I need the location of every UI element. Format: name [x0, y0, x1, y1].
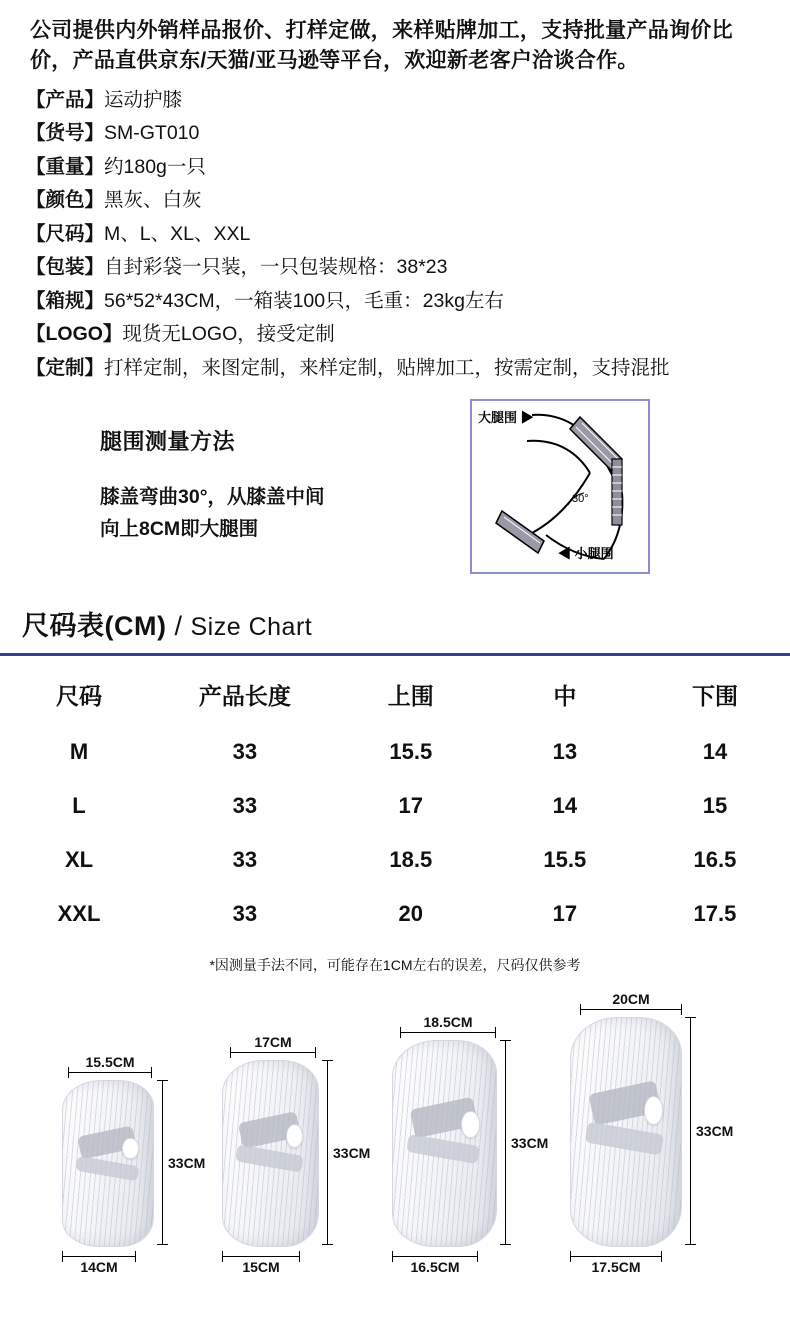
- table-row: [0, 725, 790, 779]
- size-chart-heading-en: Size Chart: [190, 613, 313, 642]
- spec-key: 【定制】: [26, 356, 105, 379]
- kneepad-diagram-xl: [392, 1014, 549, 1276]
- table-row: [0, 833, 790, 887]
- spec-value: 56*52*43CM，一箱装100只，毛重：23kg左右: [104, 289, 504, 312]
- heading-divider: [0, 653, 790, 656]
- spec-row: [26, 184, 770, 218]
- spec-value: 自封彩袋一只装，一只包装规格：38*23: [104, 256, 448, 279]
- measure-text: [100, 425, 430, 544]
- kneepad-texture-xxl: [571, 1018, 681, 1246]
- size-chart-heading: [0, 604, 790, 651]
- spec-key: 【货号】: [26, 122, 105, 145]
- thigh-circumference-label: 大腿围 ▶: [478, 410, 534, 426]
- cell-middle: 14: [552, 793, 578, 819]
- cell-size: XL: [64, 847, 94, 873]
- dim-top-line-xl: [400, 1032, 496, 1033]
- product-dimension-diagrams: [0, 985, 790, 1285]
- kneepad-texture-xl: [393, 1041, 496, 1246]
- spec-key: 【LOGO】: [26, 323, 123, 346]
- column-header-length: 产品长度: [198, 683, 291, 710]
- cell-length: 33: [232, 793, 258, 819]
- dim-side-label-xxl: 33CM: [696, 1123, 734, 1140]
- spec-row: [26, 318, 770, 352]
- dim-top-label-l: 17CM: [254, 1034, 292, 1051]
- kneepad-illustration-l: [222, 1060, 319, 1247]
- spec-row: [26, 84, 770, 118]
- dim-bottom-label-m: 14CM: [80, 1259, 118, 1276]
- angle-label: 30°: [572, 493, 589, 506]
- cell-lower: 16.5: [693, 847, 737, 873]
- cell-lower: 14: [702, 739, 728, 765]
- cell-length: 33: [232, 739, 258, 765]
- kneepad-illustration-m: [62, 1080, 154, 1247]
- cell-length: 33: [232, 847, 258, 873]
- kneepad-diagram-m: [62, 1054, 206, 1276]
- column-header-middle: 中: [553, 683, 577, 710]
- spec-value: 约180g一只: [104, 155, 206, 178]
- leg-measure-illustration: [470, 399, 650, 574]
- cell-middle: 15.5: [543, 847, 587, 873]
- spec-value: 运动护膝: [104, 88, 183, 111]
- dim-bottom-label-xxl: 17.5CM: [591, 1259, 641, 1276]
- spec-value: M、L、XL、XXL: [104, 222, 251, 245]
- kneepad-pad-m: [122, 1138, 138, 1160]
- spec-row: [26, 218, 770, 252]
- cell-upper: 20: [398, 901, 424, 927]
- dim-bottom-m: [62, 1256, 136, 1275]
- size-chart-table: [0, 662, 790, 941]
- kneepad-pad-l: [286, 1124, 303, 1148]
- spec-key: 【颜色】: [26, 189, 105, 212]
- spec-value: 黑灰、白灰: [104, 189, 202, 212]
- kneepad-texture-m: [63, 1081, 153, 1246]
- dim-top-label-xl: 18.5CM: [423, 1014, 473, 1031]
- dim-bottom-label-l: 15CM: [242, 1259, 280, 1276]
- dim-side-line-l: [327, 1060, 328, 1245]
- kneepad-texture-l: [223, 1061, 318, 1246]
- cell-upper: 17: [398, 793, 424, 819]
- dim-top-m: [68, 1054, 152, 1073]
- table-row: [0, 779, 790, 833]
- measure-description: [100, 482, 430, 544]
- measure-desc-line-2: 向上8CM即大腿围: [100, 517, 259, 540]
- dim-bottom-xxl: [570, 1256, 662, 1275]
- size-chart-heading-cn: 尺码表(CM): [22, 611, 167, 642]
- table-row: [0, 887, 790, 941]
- intro-paragraph: 公司提供内外销样品报价、打样定做，来样贴牌加工，支持批量产品询价比价，产品直供京东/天猫/亚马逊等平台，欢迎新老客户洽谈合作。: [30, 19, 733, 72]
- kneepad-diagram-xxl: [570, 991, 734, 1276]
- dim-top-line-m: [68, 1072, 152, 1073]
- spec-value: 现货无LOGO，接受定制: [122, 323, 335, 346]
- column-header-upper: 上围: [387, 683, 434, 710]
- cell-middle: 17: [552, 901, 578, 927]
- cell-upper: 15.5: [389, 739, 433, 765]
- dim-top-label-xxl: 20CM: [612, 991, 650, 1008]
- measure-method-block: [0, 399, 790, 604]
- measurement-note: *因测量手法不同，可能存在1CM左右的误差，尺码仅供参考: [209, 957, 581, 974]
- cell-size: XXL: [57, 901, 101, 927]
- kneepad-illustration-xxl: [570, 1017, 682, 1247]
- cell-size: L: [72, 793, 86, 819]
- spec-key: 【产品】: [26, 88, 105, 111]
- dim-top-xxl: [580, 991, 682, 1010]
- dim-side-label-xl: 33CM: [511, 1134, 549, 1151]
- column-header-lower: 下围: [691, 683, 738, 710]
- cell-lower: 17.5: [693, 901, 737, 927]
- kneepad-diagram-l: [222, 1034, 371, 1276]
- spec-row: [26, 285, 770, 319]
- spec-value: 打样定制，来图定制，来样定制，贴牌加工，按需定制，支持混批: [104, 356, 670, 379]
- calf-circumference-label: ◀ 小腿围: [558, 546, 614, 562]
- dim-top-line-xxl: [580, 1009, 682, 1010]
- dim-side-xl: [505, 1040, 549, 1245]
- dim-side-xxl: [690, 1017, 734, 1245]
- size-chart-heading-separator: /: [166, 611, 191, 642]
- cell-middle: 13: [552, 739, 578, 765]
- spec-row: [26, 251, 770, 285]
- dim-bottom-line-m: [62, 1256, 136, 1257]
- cell-size: M: [69, 739, 89, 765]
- spec-row: [26, 151, 770, 185]
- dim-side-line-xl: [505, 1040, 506, 1245]
- spec-key: 【重量】: [26, 155, 105, 178]
- kneepad-pad-xl: [461, 1111, 479, 1138]
- spec-key: 【尺码】: [26, 222, 105, 245]
- dim-top-line-l: [230, 1052, 316, 1053]
- spec-key: 【箱规】: [26, 289, 105, 312]
- column-header-size: 尺码: [56, 683, 102, 710]
- dim-bottom-label-xl: 16.5CM: [410, 1259, 460, 1276]
- dim-side-label-m: 33CM: [168, 1154, 206, 1171]
- dim-side-label-l: 33CM: [333, 1144, 371, 1161]
- dim-bottom-line-l: [222, 1256, 300, 1257]
- cell-lower: 15: [702, 793, 728, 819]
- dim-bottom-xl: [392, 1256, 478, 1275]
- spec-row: [26, 352, 770, 386]
- measure-desc-line-1: 膝盖弯曲30°，从膝盖中间: [100, 486, 325, 509]
- dim-top-l: [230, 1034, 316, 1053]
- kneepad-illustration-xl: [392, 1040, 497, 1247]
- spec-list: [0, 80, 790, 386]
- dim-bottom-line-xxl: [570, 1256, 662, 1257]
- spec-value: SM-GT010: [104, 122, 200, 145]
- dim-side-l: [327, 1060, 371, 1245]
- measure-title: 腿围测量方法: [100, 429, 236, 455]
- table-header-row: [0, 662, 790, 725]
- dim-side-line-m: [162, 1080, 163, 1245]
- cell-upper: 18.5: [389, 847, 433, 873]
- dim-top-xl: [400, 1014, 496, 1033]
- spec-key: 【包装】: [26, 256, 105, 279]
- cell-length: 33: [232, 901, 258, 927]
- dim-side-m: [162, 1080, 206, 1245]
- dim-top-label-m: 15.5CM: [85, 1054, 135, 1071]
- dim-bottom-l: [222, 1256, 300, 1275]
- spec-row: [26, 117, 770, 151]
- dim-side-line-xxl: [690, 1017, 691, 1245]
- dim-bottom-line-xl: [392, 1256, 478, 1257]
